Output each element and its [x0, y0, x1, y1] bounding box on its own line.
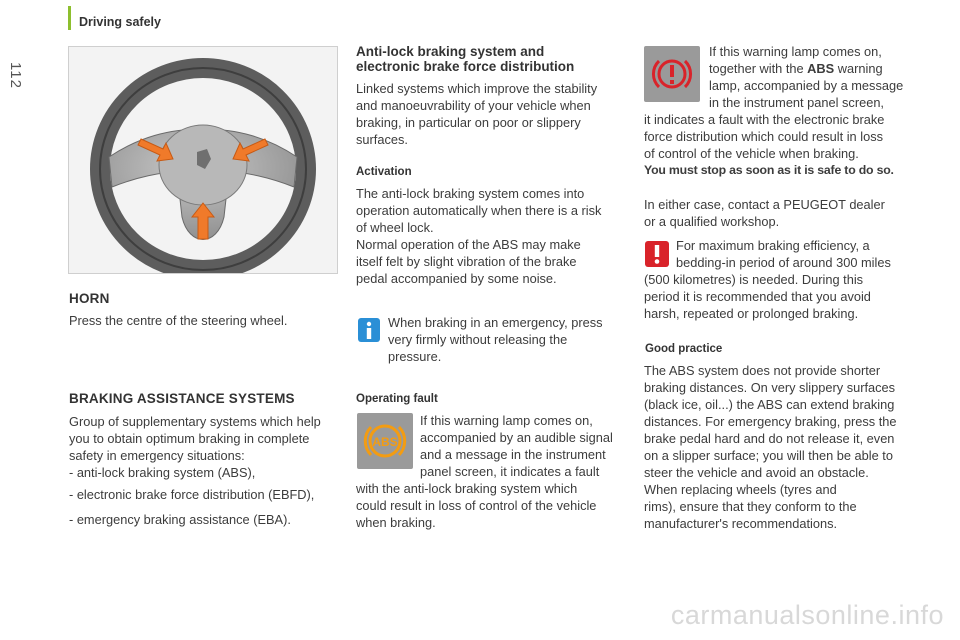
- steering-wheel-photo: [68, 46, 338, 274]
- text-line: When replacing wheels (tyres and: [644, 482, 837, 497]
- braking-assistance-intro: [69, 413, 344, 481]
- brake-warning-lamp: [644, 46, 700, 102]
- text-line: of wheel lock.: [356, 220, 434, 235]
- brake-lamp-side-text: [709, 43, 924, 111]
- title-line: electronic brake force distribution: [356, 59, 575, 74]
- bullet-abs: - anti-lock braking system (ABS),: [69, 465, 256, 480]
- text-part: together with the: [709, 61, 808, 76]
- text-line: period it is recommended that you avoid: [644, 289, 871, 304]
- text-line: panel screen, it indicates a fault: [420, 464, 600, 479]
- section-accent-bar: [68, 6, 71, 30]
- intro-line: safety in emergency situations:: [69, 448, 245, 463]
- abs-bold: ABS: [807, 61, 835, 76]
- text-line: accompanied by an audible signal: [420, 430, 613, 445]
- text-line: If this warning lamp comes on,: [420, 413, 593, 428]
- bullet-eba: - emergency braking assistance (EBA).: [69, 512, 291, 527]
- steering-wheel-illustration: [69, 47, 337, 273]
- text-line: distances. For emergency braking, press the: [644, 414, 897, 429]
- text-line: itself felt by slight vibration of the brake: [356, 254, 577, 269]
- text-line: surfaces.: [356, 132, 408, 147]
- text-line: when braking.: [356, 515, 436, 530]
- text-line: Normal operation of the ABS may make: [356, 237, 581, 252]
- stop-warning: You must stop as soon as it is safe to do so.: [644, 163, 894, 177]
- abs-icon: [357, 413, 413, 469]
- text-line: Linked systems which improve the stability: [356, 81, 598, 96]
- text-line: in the instrument panel screen,: [709, 95, 884, 110]
- fault-side-text: [420, 412, 635, 480]
- text-line: The anti-lock braking system comes into: [356, 186, 585, 201]
- text-line: (black ice, oil...) the ABS can extend braking: [644, 397, 895, 412]
- activation-text: [356, 185, 631, 287]
- horn-text: Press the centre of the steering wheel.: [69, 313, 288, 328]
- text-line: For maximum braking efficiency, a: [676, 238, 870, 253]
- text-line: and a message in the instrument: [420, 447, 606, 462]
- watermark: carmanualsonline.info: [670, 600, 944, 630]
- text-line: manufacturer's recommendations.: [644, 516, 838, 531]
- text-line: rims), ensure that they conform to the: [644, 499, 857, 514]
- section-title: Driving safely: [79, 15, 161, 29]
- good-practice-text: [644, 362, 929, 532]
- text-line: it indicates a fault with the electronic brake: [644, 112, 885, 127]
- info-icon: [358, 318, 380, 342]
- fault-full-text: [356, 480, 636, 531]
- text-line: or a qualified workshop.: [644, 214, 780, 229]
- abs-warning-lamp: [357, 413, 413, 469]
- braking-assistance-bullets: [69, 486, 331, 528]
- text-line: of control of the vehicle when braking.: [644, 146, 859, 161]
- text-line: on a slipper surface; you will then be able to: [644, 448, 893, 463]
- intro-line: Group of supplementary systems which help: [69, 414, 321, 429]
- text-line: braking, in particular on poor or slippery: [356, 115, 581, 130]
- braking-assistance-heading: BRAKING ASSISTANCE SYSTEMS: [69, 391, 295, 406]
- text-line: pressure.: [388, 349, 442, 364]
- text-line: If this warning lamp comes on,: [709, 44, 882, 59]
- abs-ebfd-title: [356, 44, 626, 74]
- bedding-full-text: [644, 271, 924, 322]
- text-line: The ABS system does not provide shorter: [644, 363, 881, 378]
- bedding-side-text: [676, 237, 926, 271]
- text-line: In either case, contact a PEUGEOT dealer: [644, 197, 885, 212]
- text-line: (500 kilometres) is needed. During this: [644, 272, 864, 287]
- text-line: with the anti-lock braking system which: [356, 481, 578, 496]
- contact-text: [644, 196, 924, 230]
- abs-lamp-label: ABS: [372, 435, 398, 449]
- text-line: [709, 60, 924, 77]
- horn-heading: HORN: [69, 291, 110, 306]
- text-part: warning: [834, 61, 883, 76]
- text-line: When braking in an emergency, press: [388, 315, 603, 330]
- text-line: braking distances. On very slippery surfaces: [644, 380, 896, 395]
- text-line: brake pedal hard and do not release it, even: [644, 431, 895, 446]
- text-line: and manoeuvrability of your vehicle when: [356, 98, 591, 113]
- bullet-ebfd: - electronic brake force distribution (EBFD),: [69, 487, 315, 502]
- text-line: operation automatically when there is a risk: [356, 203, 602, 218]
- text-line: could result in loss of control of the vehicle: [356, 498, 597, 513]
- text-line: force distribution which could result in loss: [644, 129, 883, 144]
- brake-lamp-full-text: [644, 111, 924, 179]
- text-line: harsh, repeated or prolonged braking.: [644, 306, 859, 321]
- text-line: bedding-in period of around 300 miles: [676, 255, 891, 270]
- text-line: pedal accompanied by some noise.: [356, 271, 557, 286]
- text-line: steer the vehicle and avoid an obstacle.: [644, 465, 869, 480]
- abs-intro: [356, 80, 631, 148]
- operating-fault-heading: Operating fault: [356, 393, 438, 405]
- text-line: very firmly without releasing the: [388, 332, 568, 347]
- page-number: 112: [7, 62, 24, 89]
- info-note: [388, 314, 633, 365]
- text-line: lamp, accompanied by a message: [709, 78, 904, 93]
- title-line: Anti-lock braking system and: [356, 44, 545, 59]
- brake-warning-icon: [644, 46, 700, 102]
- activation-heading: Activation: [356, 166, 412, 178]
- good-practice-heading: Good practice: [645, 343, 723, 355]
- warning-exclamation-icon: [645, 241, 669, 267]
- intro-line: you to obtain optimum braking in complete: [69, 431, 310, 446]
